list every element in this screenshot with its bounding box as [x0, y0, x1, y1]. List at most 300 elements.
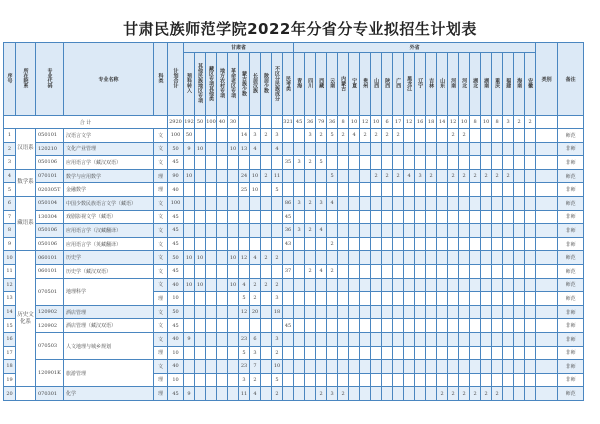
row-value	[195, 332, 206, 346]
total-value	[261, 116, 272, 129]
row-value: 24	[239, 169, 250, 183]
row-value	[349, 319, 360, 333]
row-value	[338, 332, 349, 346]
row-value	[371, 387, 382, 401]
row-value	[283, 142, 294, 156]
table-row	[4, 156, 584, 170]
row-value	[481, 142, 492, 156]
row-major-name: 汉语言文学	[64, 129, 154, 143]
row-value	[360, 183, 371, 197]
row-seq: 5	[4, 183, 16, 197]
col-header-label: 其他民族地区专项	[197, 63, 203, 103]
row-value	[404, 305, 415, 319]
table-row	[4, 360, 584, 374]
row-value	[327, 224, 338, 238]
row-value	[492, 332, 503, 346]
total-value: 321	[283, 116, 294, 129]
row-value	[294, 169, 305, 183]
row-value	[360, 305, 371, 319]
row-value	[294, 129, 305, 143]
row-value	[393, 387, 404, 401]
total-value: 8	[338, 116, 349, 129]
row-value	[525, 346, 536, 360]
row-value	[481, 156, 492, 170]
row-value	[338, 237, 349, 251]
row-value: 2	[305, 196, 316, 210]
row-value	[250, 156, 261, 170]
row-value	[349, 387, 360, 401]
row-plan-total: 10	[168, 373, 184, 387]
row-value	[448, 305, 459, 319]
col-header-gansu	[250, 53, 261, 116]
row-value	[525, 292, 536, 306]
row-value	[503, 196, 514, 210]
row-value	[415, 292, 426, 306]
total-value: 10	[349, 116, 360, 129]
row-value	[338, 196, 349, 210]
row-value	[338, 373, 349, 387]
row-value	[382, 373, 393, 387]
row-code: 070501	[36, 278, 64, 305]
row-value	[437, 210, 448, 224]
row-value	[261, 142, 272, 156]
row-value: 45	[283, 319, 294, 333]
row-value	[184, 183, 195, 197]
col-header-label: 辽宁	[417, 78, 424, 88]
table-row	[4, 251, 584, 265]
row-value	[294, 142, 305, 156]
row-value	[470, 224, 481, 238]
total-value	[250, 116, 261, 129]
row-value	[371, 264, 382, 278]
row-plan-total: 45	[168, 237, 184, 251]
total-value: 100	[206, 116, 217, 129]
row-value: 2	[305, 224, 316, 238]
row-value: 2	[459, 387, 470, 401]
row-value	[184, 156, 195, 170]
row-value	[206, 360, 217, 374]
row-value	[514, 319, 525, 333]
row-value	[195, 305, 206, 319]
row-value	[327, 292, 338, 306]
row-value: 10	[195, 142, 206, 156]
row-value	[514, 169, 525, 183]
row-value	[448, 251, 459, 265]
row-plan-total: 50	[168, 305, 184, 319]
row-value	[371, 373, 382, 387]
row-value: 2	[437, 387, 448, 401]
row-value	[481, 183, 492, 197]
row-value	[536, 142, 558, 156]
row-value	[371, 251, 382, 265]
row-value	[514, 224, 525, 238]
row-value	[525, 251, 536, 265]
table-row	[4, 129, 584, 143]
row-value	[536, 305, 558, 319]
row-value	[514, 156, 525, 170]
row-value	[195, 292, 206, 306]
row-value	[415, 346, 426, 360]
col-header-label: 安徽	[527, 78, 534, 88]
row-value	[536, 332, 558, 346]
row-value	[360, 169, 371, 183]
row-value	[206, 251, 217, 265]
row-value	[470, 346, 481, 360]
row-value: 2	[261, 129, 272, 143]
row-value	[305, 346, 316, 360]
row-value	[492, 373, 503, 387]
col-header-label: 青海	[296, 78, 303, 88]
row-seq: 16	[4, 332, 16, 346]
col-header-label: 黑龙江	[406, 75, 413, 91]
row-value: 2	[261, 169, 272, 183]
row-value: 4	[404, 169, 415, 183]
row-value	[283, 278, 294, 292]
row-value	[283, 169, 294, 183]
row-seq: 15	[4, 319, 16, 333]
row-value: 2	[250, 278, 261, 292]
row-value	[459, 264, 470, 278]
row-value	[195, 224, 206, 238]
row-value	[294, 332, 305, 346]
total-value: 10	[371, 116, 382, 129]
row-value: 12	[239, 305, 250, 319]
col-header-label: 河北	[461, 78, 468, 88]
row-value	[437, 129, 448, 143]
row-value	[371, 142, 382, 156]
col-header-province	[404, 53, 415, 116]
row-value	[206, 387, 217, 401]
row-value	[327, 360, 338, 374]
total-value: 12	[448, 116, 459, 129]
row-value	[503, 373, 514, 387]
row-value	[492, 142, 503, 156]
row-value	[393, 319, 404, 333]
row-value	[426, 373, 437, 387]
row-major-name: 数学与应用数学	[64, 169, 154, 183]
row-value	[426, 156, 437, 170]
row-value: 5	[327, 169, 338, 183]
row-value	[338, 346, 349, 360]
total-value: 17	[393, 116, 404, 129]
row-value	[206, 169, 217, 183]
row-value	[415, 129, 426, 143]
row-value	[294, 278, 305, 292]
row-value: 5	[272, 373, 283, 387]
row-value	[470, 332, 481, 346]
row-type: 非师	[558, 142, 584, 156]
col-header-label: 计划合计	[172, 68, 179, 88]
row-value	[525, 319, 536, 333]
row-value	[448, 224, 459, 238]
row-subject: 文	[154, 237, 168, 251]
row-value	[228, 319, 239, 333]
row-plan-total: 50	[168, 251, 184, 265]
row-plan-total: 10	[168, 346, 184, 360]
row-type: 师范	[558, 387, 584, 401]
row-value	[415, 183, 426, 197]
row-value	[437, 360, 448, 374]
row-value	[283, 251, 294, 265]
row-value	[481, 360, 492, 374]
row-value	[470, 305, 481, 319]
row-value	[349, 169, 360, 183]
row-value: 4	[316, 264, 327, 278]
row-value	[470, 360, 481, 374]
col-header-province	[459, 53, 470, 116]
row-value	[294, 237, 305, 251]
row-value	[327, 373, 338, 387]
row-value	[217, 142, 228, 156]
row-value	[206, 332, 217, 346]
row-value	[481, 129, 492, 143]
row-value	[514, 373, 525, 387]
row-value	[404, 332, 415, 346]
row-value	[459, 278, 470, 292]
total-value: 36	[327, 116, 338, 129]
row-type: 非师	[558, 237, 584, 251]
row-value: 10	[250, 169, 261, 183]
row-value	[536, 319, 558, 333]
row-value	[261, 346, 272, 360]
row-value	[206, 346, 217, 360]
row-value	[525, 129, 536, 143]
row-value	[360, 360, 371, 374]
row-value	[349, 332, 360, 346]
row-value	[360, 237, 371, 251]
col-header-label: 不区分民族成分	[274, 65, 280, 101]
row-value	[426, 251, 437, 265]
row-value	[338, 278, 349, 292]
row-value	[250, 319, 261, 333]
col-header-province	[525, 53, 536, 116]
row-value	[228, 237, 239, 251]
row-value	[195, 183, 206, 197]
row-value	[294, 360, 305, 374]
row-value	[404, 387, 415, 401]
row-value	[206, 278, 217, 292]
row-value	[283, 332, 294, 346]
row-value	[283, 360, 294, 374]
row-value	[261, 360, 272, 374]
row-value	[250, 264, 261, 278]
col-header-seq	[4, 43, 16, 116]
row-value: 2	[382, 169, 393, 183]
row-value	[459, 183, 470, 197]
row-value	[250, 196, 261, 210]
row-value	[470, 292, 481, 306]
row-value	[481, 251, 492, 265]
row-value: 12	[239, 251, 250, 265]
row-value	[206, 129, 217, 143]
row-value	[349, 237, 360, 251]
row-value	[228, 196, 239, 210]
row-value	[217, 183, 228, 197]
row-value	[261, 292, 272, 306]
row-value	[371, 292, 382, 306]
row-code: 050106	[36, 224, 64, 238]
row-value	[349, 196, 360, 210]
row-value	[426, 319, 437, 333]
col-header-province	[393, 53, 404, 116]
row-value	[283, 305, 294, 319]
row-value	[492, 305, 503, 319]
col-header-province	[338, 53, 349, 116]
row-seq: 14	[4, 305, 16, 319]
row-value	[206, 237, 217, 251]
row-value	[228, 292, 239, 306]
row-value	[360, 224, 371, 238]
row-type: 师范	[558, 292, 584, 306]
row-value	[415, 196, 426, 210]
row-value: 3	[272, 129, 283, 143]
row-value	[338, 169, 349, 183]
row-value	[294, 346, 305, 360]
row-value	[437, 346, 448, 360]
dept-label: 藏语系	[17, 220, 34, 227]
row-major-name: 化学	[64, 387, 154, 401]
total-value: 3	[503, 116, 514, 129]
row-value	[393, 346, 404, 360]
row-value	[415, 237, 426, 251]
row-subject: 理	[154, 292, 168, 306]
row-value	[470, 142, 481, 156]
row-type: 非师	[558, 224, 584, 238]
row-value	[470, 319, 481, 333]
row-value	[228, 360, 239, 374]
row-value	[272, 319, 283, 333]
total-value	[272, 116, 283, 129]
row-value	[228, 264, 239, 278]
row-seq: 20	[4, 387, 16, 401]
row-value	[426, 346, 437, 360]
row-code: 050101	[36, 129, 64, 143]
row-value: 43	[283, 237, 294, 251]
row-seq: 17	[4, 346, 16, 360]
row-value	[338, 292, 349, 306]
row-value	[525, 360, 536, 374]
row-value	[404, 292, 415, 306]
row-value	[360, 264, 371, 278]
row-value	[536, 346, 558, 360]
row-value	[437, 156, 448, 170]
row-value	[481, 346, 492, 360]
row-value	[349, 224, 360, 238]
row-value: 5	[239, 346, 250, 360]
row-value	[492, 210, 503, 224]
row-major-name: 应用语言学（藏汉双语）	[64, 156, 154, 170]
row-value	[404, 264, 415, 278]
page-title: 甘肃民族师范学院2022年分省分专业拟招生计划表	[123, 20, 477, 38]
row-code: 060101	[36, 264, 64, 278]
row-value	[426, 278, 437, 292]
col-header-label: 河南	[450, 78, 457, 88]
row-plan-total: 100	[168, 129, 184, 143]
row-code: 130304	[36, 210, 64, 224]
row-value	[404, 142, 415, 156]
row-subject: 文	[154, 251, 168, 265]
row-value	[360, 196, 371, 210]
row-value	[448, 264, 459, 278]
row-value	[338, 156, 349, 170]
col-header-gansu	[195, 53, 206, 116]
row-value	[261, 224, 272, 238]
row-value	[228, 210, 239, 224]
row-value	[195, 129, 206, 143]
row-value	[492, 346, 503, 360]
row-value	[305, 210, 316, 224]
row-major-name: 人文地理与城乡规划	[64, 332, 154, 359]
row-value	[195, 196, 206, 210]
row-type: 非师	[558, 156, 584, 170]
row-value: 4	[349, 129, 360, 143]
row-value	[217, 196, 228, 210]
row-value	[217, 278, 228, 292]
row-value	[382, 183, 393, 197]
row-value: 2	[426, 169, 437, 183]
row-value	[349, 156, 360, 170]
col-header-province	[360, 53, 371, 116]
row-value	[195, 237, 206, 251]
table-row	[4, 210, 584, 224]
row-major-name: 地理科学	[64, 278, 154, 305]
row-value	[525, 142, 536, 156]
row-value: 3	[316, 196, 327, 210]
row-value	[206, 183, 217, 197]
row-value	[360, 346, 371, 360]
dept-cell	[16, 196, 36, 250]
total-value: 40	[217, 116, 228, 129]
row-value: 3	[294, 196, 305, 210]
row-value	[360, 332, 371, 346]
total-value: 45	[294, 116, 305, 129]
row-value	[206, 224, 217, 238]
col-header-label: 革命老区专项	[230, 68, 236, 98]
row-subject: 文	[154, 210, 168, 224]
row-value	[437, 264, 448, 278]
row-value	[470, 210, 481, 224]
row-value	[283, 129, 294, 143]
row-value	[294, 305, 305, 319]
row-value	[404, 224, 415, 238]
row-value	[316, 169, 327, 183]
row-value	[459, 156, 470, 170]
col-header-subject	[154, 43, 168, 116]
total-value: 8	[470, 116, 481, 129]
col-header-label: 湖北	[472, 78, 479, 88]
total-label: 合 计	[4, 116, 168, 129]
row-value	[525, 169, 536, 183]
row-code: 120210	[36, 142, 64, 156]
row-value: 3	[239, 373, 250, 387]
row-value: 45	[283, 210, 294, 224]
row-value	[217, 292, 228, 306]
row-value	[525, 156, 536, 170]
row-value: 2	[503, 169, 514, 183]
row-seq: 13	[4, 292, 16, 306]
row-value	[393, 360, 404, 374]
row-major-name: 文化产业管理	[64, 142, 154, 156]
row-value	[492, 156, 503, 170]
table-row	[4, 387, 584, 401]
row-subject: 理	[154, 387, 168, 401]
row-value	[415, 224, 426, 238]
row-value	[184, 237, 195, 251]
row-major-name: 金融数学	[64, 183, 154, 197]
col-header-label: 内蒙古	[340, 75, 347, 91]
row-value	[492, 129, 503, 143]
col-header-province	[349, 53, 360, 116]
